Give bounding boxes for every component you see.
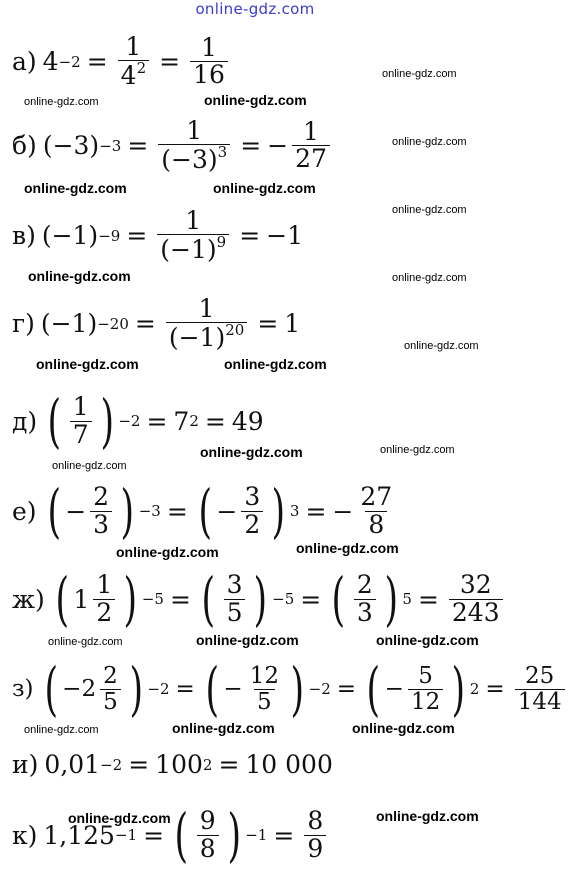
eq-a2: = bbox=[159, 47, 181, 77]
example-v bbox=[12, 208, 303, 264]
exp-g: −20 bbox=[97, 314, 129, 333]
exp-b: −3 bbox=[99, 136, 122, 155]
example-d: д) ( $\frac{1}{7}$ ) −2 = 7 2 = 49 bbox=[12, 387, 264, 455]
eq-g2: = bbox=[257, 309, 279, 339]
example-g bbox=[12, 296, 300, 352]
exp-v: −9 bbox=[98, 226, 121, 245]
fraction: $\frac{5}{12}$ bbox=[408, 664, 443, 713]
fraction: $\frac{1}{(-3)^3}$ bbox=[158, 118, 230, 174]
base-v: (−1) bbox=[41, 221, 99, 251]
watermark: online-gdz.com bbox=[24, 180, 127, 196]
left-paren: ( bbox=[47, 387, 62, 455]
watermark: online-gdz.com bbox=[376, 632, 479, 648]
result-i: 10 000 bbox=[245, 750, 333, 779]
result-v: −1 bbox=[266, 221, 304, 251]
example-a bbox=[12, 34, 232, 90]
label-v: в) bbox=[12, 221, 36, 251]
fraction: $\frac{1}{7}$ bbox=[70, 394, 92, 448]
fraction: $\frac{1}{2}$ bbox=[93, 572, 115, 626]
watermark: online-gdz.com bbox=[200, 444, 303, 460]
watermark: online-gdz.com bbox=[392, 136, 467, 148]
watermark: online-gdz.com bbox=[52, 460, 127, 472]
result-g: 1 bbox=[284, 309, 301, 339]
watermark: online-gdz.com bbox=[392, 204, 467, 216]
watermark: online-gdz.com bbox=[24, 96, 99, 108]
fraction: $\frac{2}{3}$ bbox=[90, 484, 112, 538]
site-header[interactable]: online-gdz.com bbox=[195, 0, 315, 18]
watermark: online-gdz.com bbox=[392, 272, 467, 284]
eq-d1: = bbox=[146, 406, 168, 436]
fraction: $\frac{1}{16}$ bbox=[190, 35, 228, 89]
eq-b2: = bbox=[240, 131, 262, 161]
watermark: online-gdz.com bbox=[404, 340, 479, 352]
watermark: online-gdz.com bbox=[48, 636, 123, 648]
label-k: к) bbox=[12, 820, 38, 850]
exp-a: −2 bbox=[58, 52, 81, 71]
watermark: online-gdz.com bbox=[28, 268, 131, 284]
watermark: online-gdz.com bbox=[36, 356, 139, 372]
eq-g1: = bbox=[134, 309, 156, 339]
fraction: $\frac{12}{5}$ bbox=[249, 663, 279, 715]
fraction: $\frac{9}{8}$ bbox=[197, 808, 219, 862]
fraction: $\frac{3}{5}$ bbox=[224, 572, 246, 626]
example-zh: ж) ( 1 $\frac{1}{2}$ ) −5 = ( $\frac{3}{5}$ ) −5 = ( $\frac{2}{3}$ ) 5 = $\frac{32}{243}$ bbox=[12, 570, 507, 628]
fraction: $\frac{3}{2}$ bbox=[241, 484, 263, 538]
base-g: (−1) bbox=[40, 309, 98, 339]
watermark: online-gdz.com bbox=[382, 68, 457, 80]
base-a: 4 bbox=[42, 47, 59, 77]
watermark: online-gdz.com bbox=[24, 724, 99, 736]
watermark: online-gdz.com bbox=[376, 808, 479, 824]
label-e: е) bbox=[12, 496, 37, 526]
right-paren: ) bbox=[100, 387, 114, 455]
watermark: online-gdz.com bbox=[213, 180, 316, 196]
label-zh: ж) bbox=[12, 584, 45, 614]
label-d: д) bbox=[12, 406, 38, 436]
fraction: $\frac{1}{(-1)^{20}}$ bbox=[166, 296, 247, 352]
watermark: online-gdz.com bbox=[380, 444, 455, 456]
fraction: $\frac{32}{243}$ bbox=[449, 572, 503, 626]
fraction: $\frac{27}{8}$ bbox=[360, 482, 393, 539]
watermark: online-gdz.com bbox=[352, 720, 455, 736]
fraction: $\frac{25}{144}$ bbox=[515, 664, 565, 713]
fraction: $\frac{1}{27}$ bbox=[292, 119, 330, 173]
label-g: г) bbox=[12, 309, 35, 339]
watermark: online-gdz.com bbox=[68, 810, 171, 826]
eq-v2: = bbox=[239, 221, 261, 251]
example-b bbox=[12, 118, 334, 174]
example-e: е) ( − $\frac{2}{3}$ ) −3 = ( − $\frac{3}{2}$ ) 3 = − $\frac{27}{8}$ bbox=[12, 482, 399, 540]
watermark: online-gdz.com bbox=[296, 540, 399, 556]
eq-v1: = bbox=[126, 221, 148, 251]
eq-b1: = bbox=[127, 131, 149, 161]
label-i: и) bbox=[12, 750, 39, 779]
example-k: к) 1,125 −1 = ( $\frac{9}{8}$ ) −1 = $\frac{8}{9}$ bbox=[12, 806, 330, 864]
fraction: $\frac{1}{4^2}$ bbox=[118, 34, 149, 90]
example-z: з) ( − 2 $\frac{2}{5}$ ) −2 = ( − $\frac{12}{5}$ ) −2 = ( − $\frac{5}{12}$ ) 2 = $\frac{25}{144}$ bbox=[12, 660, 569, 718]
eq-d2: = bbox=[204, 406, 226, 436]
fraction: $\frac{8}{9}$ bbox=[304, 808, 326, 862]
fraction: $\frac{2}{3}$ bbox=[354, 572, 376, 626]
fraction: $\frac{2}{5}$ bbox=[100, 664, 121, 713]
exp-d: −2 bbox=[118, 412, 141, 430]
watermark: online-gdz.com bbox=[196, 632, 299, 648]
watermark: online-gdz.com bbox=[224, 356, 327, 372]
watermark: online-gdz.com bbox=[172, 720, 275, 736]
result-d: 49 bbox=[231, 406, 264, 436]
sign-b: − bbox=[267, 131, 289, 161]
label-b: б) bbox=[12, 131, 37, 161]
fraction: $\frac{1}{(-1)^9}$ bbox=[157, 208, 229, 264]
watermark: online-gdz.com bbox=[204, 92, 307, 108]
label-a: а) bbox=[12, 47, 37, 77]
base-b: (−3) bbox=[42, 131, 100, 161]
label-z: з) bbox=[12, 676, 34, 702]
watermark: online-gdz.com bbox=[116, 544, 219, 560]
example-i: и) 0,01 −2 = 100 2 = 10 000 bbox=[12, 750, 333, 779]
eq-a1: = bbox=[86, 47, 108, 77]
